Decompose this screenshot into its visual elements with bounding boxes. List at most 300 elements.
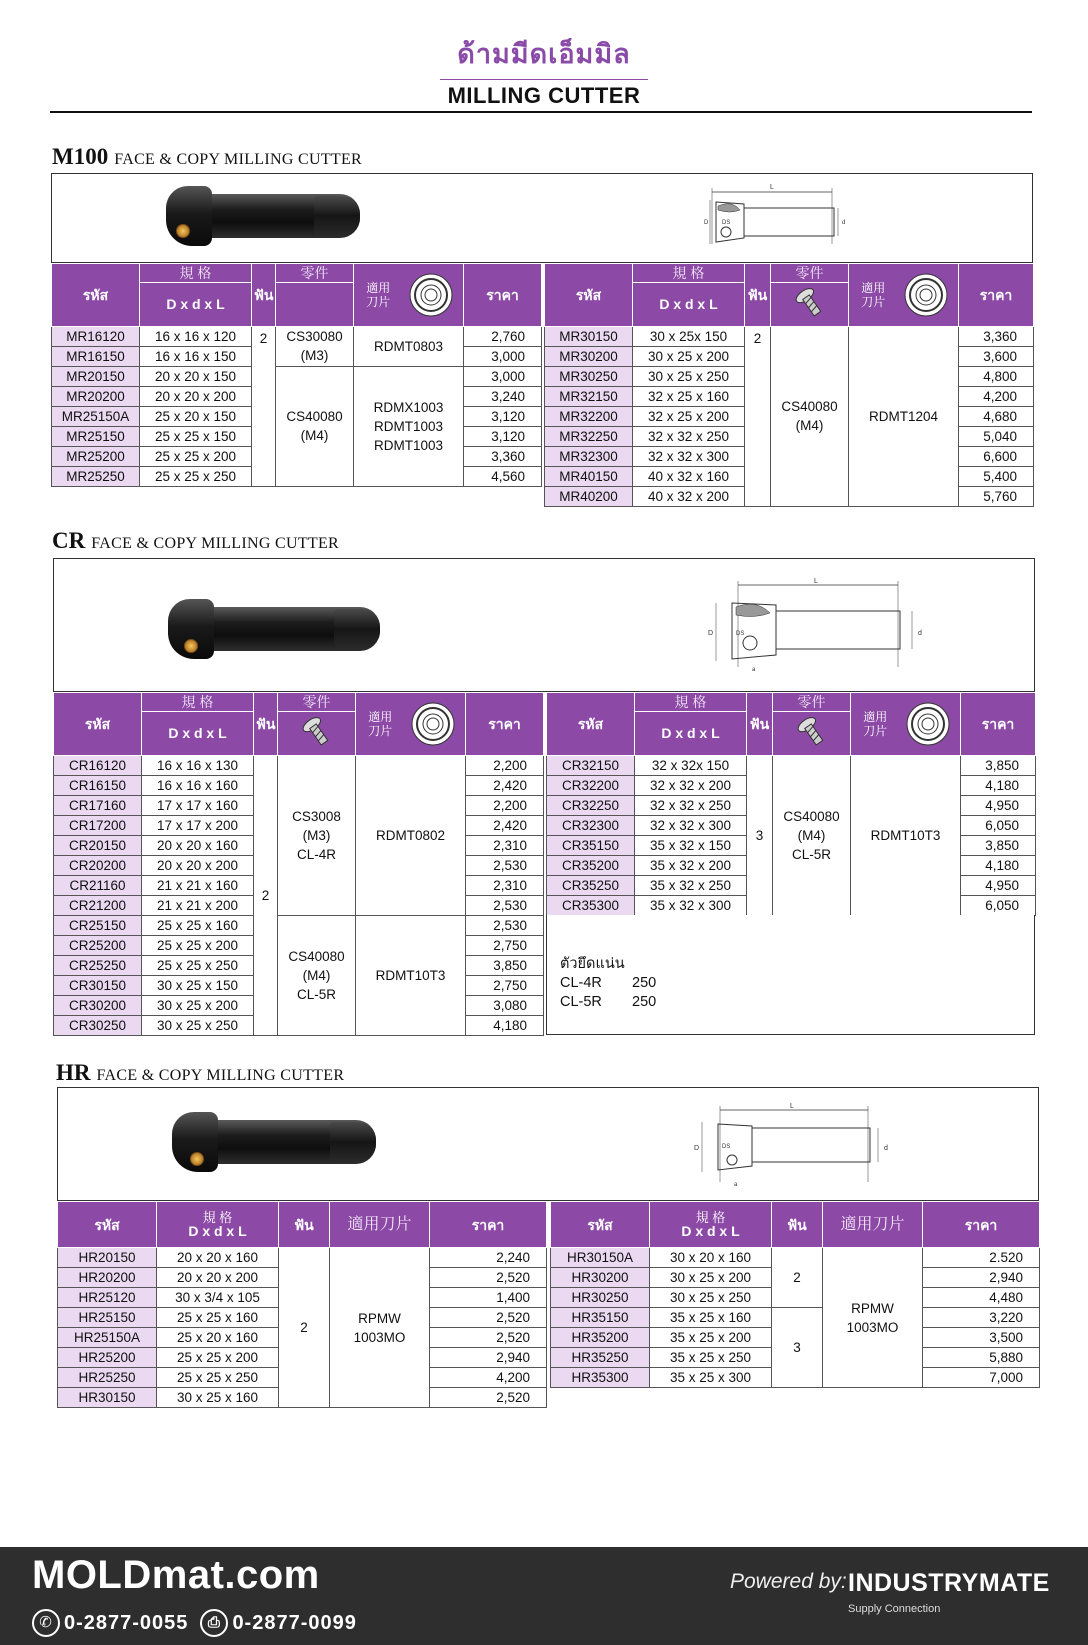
product-code: HR25150 <box>58 1308 157 1328</box>
product-spec: 25 x 25 x 160 <box>157 1308 279 1328</box>
product-code: CR17160 <box>54 795 142 815</box>
product-price: 3,600 <box>959 346 1034 366</box>
insert-name: RDMT10T3 <box>851 755 961 915</box>
table-row <box>551 1248 1040 1268</box>
product-price: 6,050 <box>961 895 1036 915</box>
clamp-price: 250 <box>632 975 657 991</box>
screw-icon <box>300 716 334 748</box>
insert-round-icon <box>410 701 456 747</box>
col-header-teeth: ฟัน <box>252 264 276 327</box>
part-name: CS3008 (M3) CL-4R <box>278 755 356 915</box>
product-code: HR20150 <box>58 1248 157 1268</box>
screw-icon <box>795 716 829 748</box>
product-price: 2,420 <box>466 815 544 835</box>
col-header-teeth: ฟัน <box>279 1202 330 1248</box>
product-spec: 35 x 25 x 300 <box>650 1368 772 1388</box>
col-header-spec <box>157 1202 279 1248</box>
col-header-insert-cn: 適用刀片 <box>330 1202 430 1248</box>
col-header-insert-cn: 適用刀片 <box>823 1202 923 1248</box>
product-spec: 32 x 32 x 300 <box>635 815 747 835</box>
product-code: CR21160 <box>54 875 142 895</box>
product-spec: 25 x 25 x 200 <box>157 1348 279 1368</box>
product-code: CR35250 <box>547 875 635 895</box>
product-code: HR35300 <box>551 1368 650 1388</box>
product-spec: 35 x 25 x 250 <box>650 1348 772 1368</box>
product-code: MR30150 <box>545 326 633 346</box>
product-code: CR30200 <box>54 995 142 1015</box>
product-spec: 30 x 25 x 250 <box>142 1015 254 1035</box>
product-code: HR25200 <box>58 1348 157 1368</box>
m100-left-table <box>51 263 542 487</box>
col-header-part-cn: 零件 <box>773 693 851 712</box>
cr-drawing-a: a <box>752 667 756 673</box>
col-header-price: ราคา <box>464 264 542 327</box>
cr-tool-image <box>182 607 380 651</box>
product-price: 3,080 <box>466 995 544 1015</box>
product-spec: 25 x 25 x 250 <box>140 466 252 486</box>
product-code: CR30250 <box>54 1015 142 1035</box>
cr-drawing-d: d <box>918 630 922 637</box>
fax-icon: ⎙ <box>200 1609 228 1637</box>
product-price: 5,400 <box>959 466 1034 486</box>
product-spec: 35 x 25 x 200 <box>650 1328 772 1348</box>
insert-name: RPMW 1003MO <box>823 1248 923 1388</box>
product-spec: 32 x 32 x 300 <box>633 446 745 466</box>
product-code: HR35250 <box>551 1348 650 1368</box>
product-code: HR25120 <box>58 1288 157 1308</box>
hr-desc: FACE & COPY MILLING CUTTER <box>96 1067 345 1084</box>
product-code: CR20150 <box>54 835 142 855</box>
product-code: CR35300 <box>547 895 635 915</box>
col-header-spec: D x d x L <box>142 711 254 755</box>
product-spec: 35 x 32 x 300 <box>635 895 747 915</box>
col-header-price: ราคา <box>466 693 544 756</box>
product-code: HR30150A <box>551 1248 650 1268</box>
col-header-spec-cn: 規 格 <box>140 264 252 283</box>
product-price: 2,520 <box>430 1268 547 1288</box>
teeth-count: 3 <box>772 1308 823 1388</box>
m100-drawing-D: D <box>704 220 709 226</box>
table-row <box>547 755 1036 775</box>
product-price: 4,950 <box>961 795 1036 815</box>
product-price: 4,180 <box>466 1015 544 1035</box>
col-header-part-cn: 零件 <box>278 693 356 712</box>
part-name: CS30080 (M3) <box>276 326 354 366</box>
col-header-teeth: ฟัน <box>772 1202 823 1248</box>
insert-name: RDMX1003 RDMT1003 RDMT1003 <box>354 366 464 486</box>
col-header-insert-cn: 適用刀片 <box>861 280 886 309</box>
clamp-title: ตัวยึดแน่น <box>560 956 625 972</box>
product-code: MR16120 <box>52 326 140 346</box>
product-code: MR32200 <box>545 406 633 426</box>
product-spec: 30 x 25x 150 <box>633 326 745 346</box>
header-divider <box>50 111 1032 113</box>
product-price: 2,530 <box>466 915 544 935</box>
insert-name: RDMT1204 <box>849 326 959 506</box>
product-spec: 35 x 25 x 160 <box>650 1308 772 1328</box>
product-spec: 20 x 20 x 200 <box>142 855 254 875</box>
cr-drawing-L: L <box>814 578 818 585</box>
product-price: 2,310 <box>466 835 544 855</box>
product-code: HR30150 <box>58 1388 157 1408</box>
product-spec: 40 x 32 x 200 <box>633 486 745 506</box>
product-code: CR16120 <box>54 755 142 775</box>
product-code: HR20200 <box>58 1268 157 1288</box>
product-code: CR25200 <box>54 935 142 955</box>
footer-brand[interactable]: MOLDmat.com <box>32 1553 320 1597</box>
product-spec: 25 x 25 x 160 <box>142 915 254 935</box>
hr-left-table <box>57 1201 547 1408</box>
product-code: CR21200 <box>54 895 142 915</box>
teeth-count: 2 <box>252 326 276 486</box>
footer-contact <box>32 1609 357 1637</box>
product-code: CR20200 <box>54 855 142 875</box>
product-code: MR32150 <box>545 386 633 406</box>
cr-drawing-D: D <box>708 630 714 637</box>
product-spec: 32 x 32 x 250 <box>633 426 745 446</box>
product-spec: 16 x 16 x 120 <box>140 326 252 346</box>
hr-drawing-a: a <box>734 1182 738 1188</box>
product-price: 3,120 <box>464 406 542 426</box>
col-header-spec-cn: 規 格 <box>695 1210 726 1225</box>
footer-tagline: Supply Connection <box>848 1603 941 1615</box>
col-header-insert <box>851 693 961 756</box>
product-code: CR25250 <box>54 955 142 975</box>
col-header-insert-cn: 適用刀片 <box>368 709 393 738</box>
product-price: 2,530 <box>466 895 544 915</box>
product-spec: 21 x 21 x 200 <box>142 895 254 915</box>
product-code: CR32250 <box>547 795 635 815</box>
product-spec: 30 x 25 x 250 <box>650 1288 772 1308</box>
product-code: MR25250 <box>52 466 140 486</box>
product-spec: 20 x 20 x 200 <box>157 1268 279 1288</box>
product-spec: 40 x 32 x 160 <box>633 466 745 486</box>
product-price: 3,220 <box>923 1308 1040 1328</box>
product-spec: 17 x 17 x 160 <box>142 795 254 815</box>
col-header-spec: D x d x L <box>140 282 252 326</box>
product-price: 3,850 <box>466 955 544 975</box>
product-spec: 35 x 32 x 200 <box>635 855 747 875</box>
col-header-spec-cn: 規 格 <box>202 1210 233 1225</box>
table-row <box>551 1308 1040 1328</box>
product-price: 4,560 <box>464 466 542 486</box>
product-price: 2,200 <box>466 755 544 775</box>
product-price: 2,200 <box>466 795 544 815</box>
cr-dimension-drawing <box>686 577 946 673</box>
product-code: MR16150 <box>52 346 140 366</box>
hr-right-table <box>550 1201 1040 1388</box>
product-spec: 30 x 25 x 200 <box>650 1268 772 1288</box>
m100-code: M100 <box>52 144 109 169</box>
col-header-part <box>771 282 849 326</box>
col-header-insert <box>849 264 959 327</box>
product-price: 5,880 <box>923 1348 1040 1368</box>
product-spec: 16 x 16 x 150 <box>140 346 252 366</box>
product-spec: 25 x 25 x 250 <box>142 955 254 975</box>
product-code: MR40200 <box>545 486 633 506</box>
product-code: MR25150 <box>52 426 140 446</box>
title-underline <box>440 79 648 80</box>
product-spec: 32 x 25 x 200 <box>633 406 745 426</box>
insert-name: RDMT10T3 <box>356 915 466 1035</box>
table-row <box>54 755 544 775</box>
product-price: 4,950 <box>961 875 1036 895</box>
product-code: CR25150 <box>54 915 142 935</box>
teeth-count: 3 <box>747 755 773 915</box>
product-price: 3,000 <box>464 346 542 366</box>
table-row <box>54 915 544 935</box>
product-code: CR32150 <box>547 755 635 775</box>
insert-name: RDMT0802 <box>356 755 466 915</box>
cr-desc: FACE & COPY MILLING CUTTER <box>91 535 340 552</box>
product-spec: 35 x 32 x 250 <box>635 875 747 895</box>
product-price: 4,200 <box>959 386 1034 406</box>
col-header-spec-cn: 規 格 <box>142 693 254 712</box>
product-spec: 32 x 25 x 160 <box>633 386 745 406</box>
clamp-name: CL-4R <box>560 975 602 991</box>
col-header-code: รหัส <box>54 693 142 756</box>
product-spec: 16 x 16 x 160 <box>142 775 254 795</box>
col-header-part <box>773 711 851 755</box>
col-header-spec: D x d x L <box>633 282 745 326</box>
col-header-spec-label: D x d x L <box>681 1223 740 1239</box>
product-spec: 21 x 21 x 160 <box>142 875 254 895</box>
product-code: HR25250 <box>58 1368 157 1388</box>
col-header-part <box>278 711 356 755</box>
hr-drawing-L: L <box>790 1103 794 1110</box>
product-price: 2.520 <box>923 1248 1040 1268</box>
col-header-price: ราคา <box>959 264 1034 327</box>
footer-company-logo: INDUSTRYMATE <box>848 1569 1050 1597</box>
table-row <box>58 1248 547 1268</box>
col-header-code: รหัส <box>547 693 635 756</box>
product-code: CR32300 <box>547 815 635 835</box>
product-price: 5,040 <box>959 426 1034 446</box>
cr-section-title <box>52 528 339 554</box>
teeth-count: 2 <box>745 326 771 506</box>
insert-round-icon <box>408 272 454 318</box>
product-spec: 30 x 25 x 200 <box>633 346 745 366</box>
product-spec: 25 x 20 x 160 <box>157 1328 279 1348</box>
product-spec: 35 x 32 x 150 <box>635 835 747 855</box>
product-spec: 32 x 32x 150 <box>635 755 747 775</box>
m100-section-title <box>52 144 362 170</box>
product-price: 4,200 <box>430 1368 547 1388</box>
product-price: 7,000 <box>923 1368 1040 1388</box>
product-code: MR32300 <box>545 446 633 466</box>
product-spec: 20 x 20 x 160 <box>142 835 254 855</box>
col-header-code: รหัส <box>551 1202 650 1248</box>
table-row <box>52 366 542 386</box>
product-spec: 30 x 3/4 x 105 <box>157 1288 279 1308</box>
product-price: 2,940 <box>923 1268 1040 1288</box>
m100-right-table <box>544 263 1034 507</box>
product-price: 4,680 <box>959 406 1034 426</box>
product-spec: 32 x 32 x 250 <box>635 795 747 815</box>
product-spec: 32 x 32 x 200 <box>635 775 747 795</box>
m100-drawing-d: d <box>842 220 846 226</box>
teeth-count: 2 <box>772 1248 823 1308</box>
clamp-item <box>560 993 656 1012</box>
product-price: 2,520 <box>430 1328 547 1348</box>
footer-fax[interactable]: 0-2877-0099 <box>232 1611 357 1634</box>
product-spec: 30 x 25 x 250 <box>633 366 745 386</box>
product-code: MR32250 <box>545 426 633 446</box>
col-header-spec-cn: 規 格 <box>633 264 745 283</box>
hr-figure-box <box>57 1087 1039 1201</box>
table-row <box>545 326 1034 346</box>
clamp-name: CL-5R <box>560 994 602 1010</box>
col-header-part-cn: 零件 <box>771 264 849 283</box>
product-spec: 25 x 25 x 150 <box>140 426 252 446</box>
cr-code: CR <box>52 528 86 553</box>
insert-round-icon <box>905 701 951 747</box>
product-code: MR30200 <box>545 346 633 366</box>
product-price: 1,400 <box>430 1288 547 1308</box>
product-price: 2,750 <box>466 975 544 995</box>
col-header-price: ราคา <box>923 1202 1040 1248</box>
hr-drawing-d: d <box>884 1145 888 1152</box>
product-price: 2,750 <box>466 935 544 955</box>
part-name: CS40080 (M4) <box>771 326 849 506</box>
col-header-insert <box>354 264 464 327</box>
product-spec: 20 x 20 x 150 <box>140 366 252 386</box>
page-title: MILLING CUTTER <box>447 83 641 108</box>
col-header-spec-cn: 規 格 <box>635 693 747 712</box>
insert-name: RDMT0803 <box>354 326 464 366</box>
product-spec: 20 x 20 x 200 <box>140 386 252 406</box>
phone-icon: ✆ <box>32 1609 60 1637</box>
product-code: MR25150A <box>52 406 140 426</box>
col-header-insert-cn: 適用刀片 <box>366 280 391 309</box>
product-code: MR20200 <box>52 386 140 406</box>
col-header-teeth: ฟัน <box>745 264 771 327</box>
cr-figure-box <box>53 558 1035 692</box>
product-code: MR25200 <box>52 446 140 466</box>
product-price: 2,240 <box>430 1248 547 1268</box>
product-price: 3,240 <box>464 386 542 406</box>
col-header-spec-label: D x d x L <box>188 1223 247 1239</box>
product-price: 4,180 <box>961 775 1036 795</box>
product-price: 3,360 <box>464 446 542 466</box>
product-price: 3,000 <box>464 366 542 386</box>
product-spec: 16 x 16 x 130 <box>142 755 254 775</box>
m100-drawing-L: L <box>770 184 774 191</box>
insert-name: RPMW 1003MO <box>330 1248 430 1408</box>
page-header <box>0 32 1088 109</box>
clamp-price: 250 <box>632 994 657 1010</box>
product-price: 3,850 <box>961 755 1036 775</box>
clamp-item <box>560 974 656 993</box>
product-spec: 30 x 20 x 160 <box>650 1248 772 1268</box>
product-price: 2,520 <box>430 1308 547 1328</box>
insert-round-icon <box>903 272 949 318</box>
product-price: 3,850 <box>961 835 1036 855</box>
m100-drawing-DS: DS <box>722 220 731 226</box>
page-title-thai: ด้ามมีดเอ็มมิล <box>457 39 631 70</box>
product-spec: 25 x 20 x 150 <box>140 406 252 426</box>
part-name: CS40080 (M4) CL-5R <box>278 915 356 1035</box>
cr-right-table <box>546 692 1036 916</box>
col-header-part <box>276 282 354 326</box>
product-code: CR17200 <box>54 815 142 835</box>
part-name: CS40080 (M4) <box>276 366 354 486</box>
product-code: HR25150A <box>58 1328 157 1348</box>
col-header-teeth: ฟัน <box>747 693 773 756</box>
m100-tool-image <box>180 194 360 238</box>
col-header-code: รหัส <box>52 264 140 327</box>
col-header-price: ราคา <box>430 1202 547 1248</box>
product-price: 4,180 <box>961 855 1036 875</box>
col-header-teeth: ฟัน <box>254 693 278 756</box>
product-spec: 30 x 25 x 160 <box>157 1388 279 1408</box>
product-code: CR32200 <box>547 775 635 795</box>
footer-powered-by: Powered by: <box>730 1570 847 1593</box>
product-code: HR35200 <box>551 1328 650 1348</box>
product-price: 6,600 <box>959 446 1034 466</box>
product-price: 6,050 <box>961 815 1036 835</box>
teeth-count: 2 <box>279 1248 330 1408</box>
product-price: 2,420 <box>466 775 544 795</box>
product-spec: 20 x 20 x 160 <box>157 1248 279 1268</box>
product-spec: 25 x 25 x 250 <box>157 1368 279 1388</box>
hr-code: HR <box>56 1060 91 1085</box>
screw-icon <box>793 287 827 319</box>
m100-dimension-drawing <box>682 180 872 252</box>
col-header-code: รหัส <box>545 264 633 327</box>
col-header-spec <box>650 1202 772 1248</box>
col-header-part-cn: 零件 <box>276 264 354 283</box>
product-price: 2,520 <box>430 1388 547 1408</box>
hr-dimension-drawing <box>678 1102 918 1188</box>
product-code: MR40150 <box>545 466 633 486</box>
product-code: CR16150 <box>54 775 142 795</box>
m100-desc: FACE & COPY MILLING CUTTER <box>114 151 363 168</box>
cr-left-table <box>53 692 544 1036</box>
product-price: 2,940 <box>430 1348 547 1368</box>
hr-tool-image <box>186 1120 376 1164</box>
table-row <box>52 326 542 346</box>
hr-section-title <box>56 1060 344 1086</box>
product-spec: 17 x 17 x 200 <box>142 815 254 835</box>
product-spec: 30 x 25 x 200 <box>142 995 254 1015</box>
hr-drawing-DS: DS <box>722 1144 731 1150</box>
product-price: 3,120 <box>464 426 542 446</box>
product-price: 4,480 <box>923 1288 1040 1308</box>
col-header-insert <box>356 693 466 756</box>
part-name: CS40080 (M4) CL-5R <box>773 755 851 915</box>
product-spec: 30 x 25 x 150 <box>142 975 254 995</box>
m100-figure-box <box>51 173 1033 263</box>
teeth-count: 2 <box>254 755 278 1035</box>
product-price: 3,500 <box>923 1328 1040 1348</box>
product-code: CR35150 <box>547 835 635 855</box>
cr-clamp-list <box>560 955 656 1012</box>
product-code: HR30250 <box>551 1288 650 1308</box>
product-code: HR30200 <box>551 1268 650 1288</box>
product-price: 4,800 <box>959 366 1034 386</box>
product-spec: 25 x 25 x 200 <box>142 935 254 955</box>
product-code: HR35150 <box>551 1308 650 1328</box>
hr-drawing-D: D <box>694 1145 700 1152</box>
product-price: 3,360 <box>959 326 1034 346</box>
col-header-spec: D x d x L <box>635 711 747 755</box>
product-code: MR30250 <box>545 366 633 386</box>
product-price: 2,310 <box>466 875 544 895</box>
col-header-price: ราคา <box>961 693 1036 756</box>
footer-phone[interactable]: 0-2877-0055 <box>64 1611 189 1634</box>
product-code: CR35200 <box>547 855 635 875</box>
